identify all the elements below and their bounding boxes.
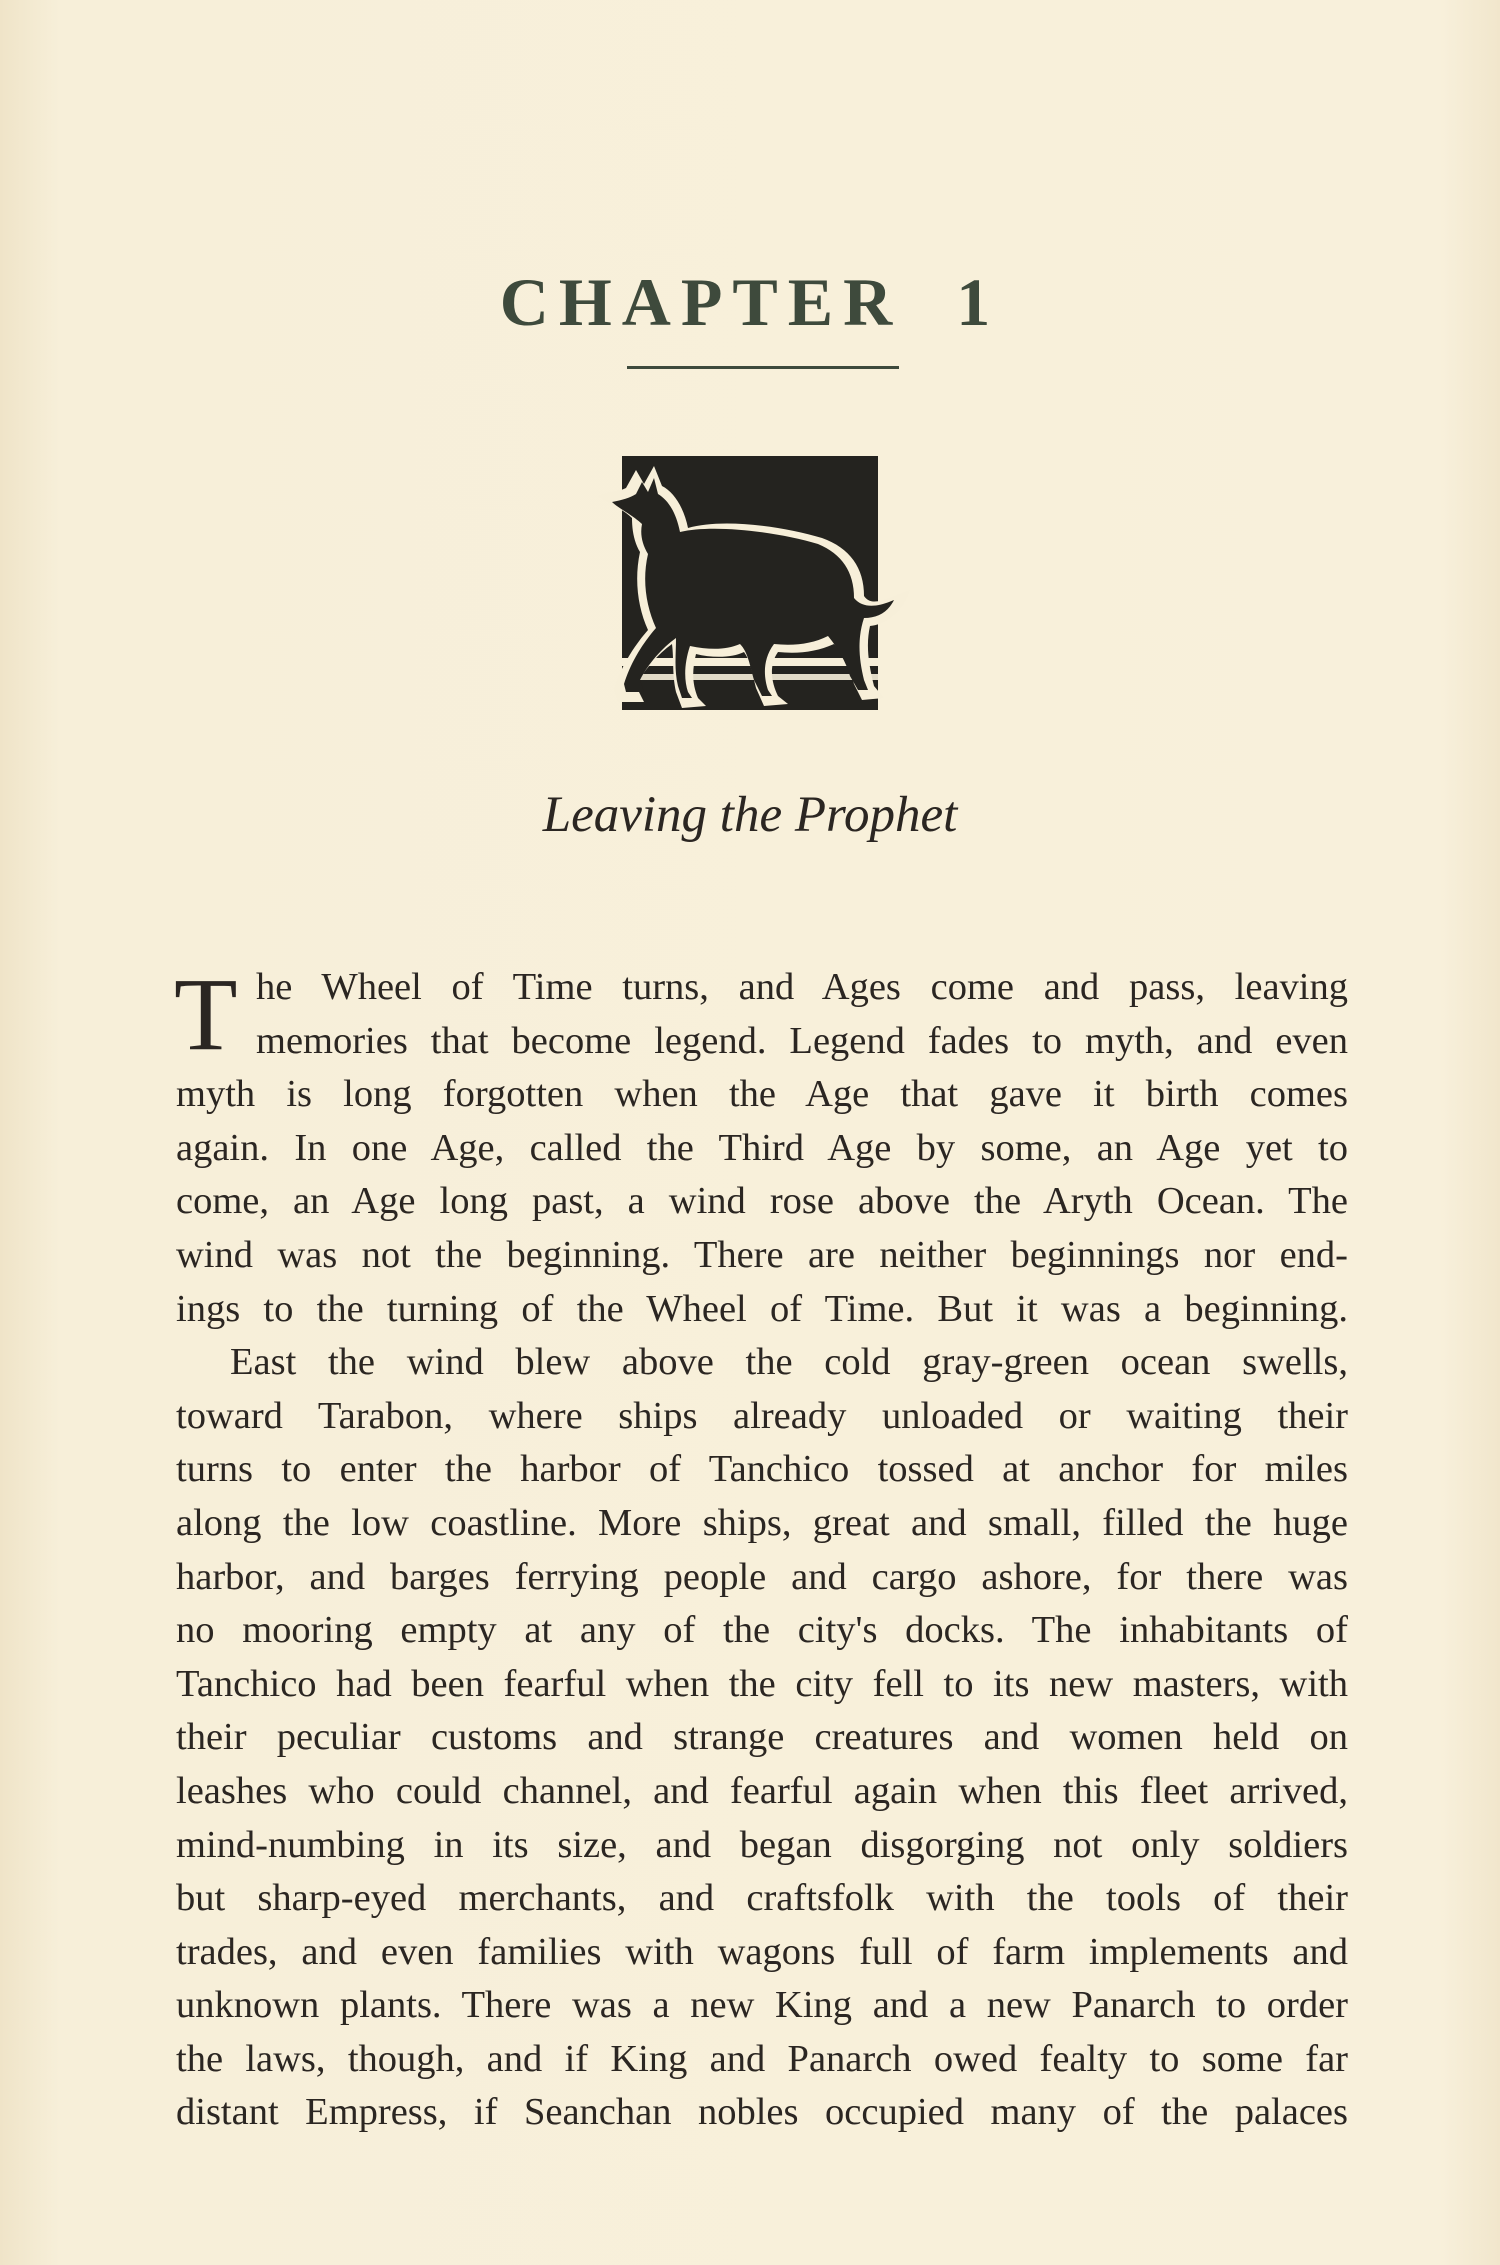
text-line: mind-numbing in its size, and began disgorging not only soldiers xyxy=(176,1823,1348,1866)
text-line: trades, and even families with wagons full of farm implements and xyxy=(176,1930,1348,1973)
chapter-label: CHAPTER xyxy=(499,264,903,340)
text-line: East the wind blew above the cold gray-green ocean swells, xyxy=(230,1341,1348,1384)
chapter-underline xyxy=(627,366,899,369)
text-line: distant Empress, if Seanchan nobles occupied many of the palaces xyxy=(176,2091,1348,2134)
text-line: myth is long forgotten when the Age that gave it birth comes xyxy=(176,1073,1348,1116)
text-line: memories that become legend. Legend fades to myth, and even xyxy=(256,1019,1348,1062)
text-line: the laws, though, and if King and Panarch owed fealty to some far xyxy=(176,2037,1348,2080)
text-line: toward Tarabon, where ships already unloaded or waiting their xyxy=(176,1394,1348,1437)
wolf-emblem-icon xyxy=(592,448,922,730)
text-line: unknown plants. There was a new King and a new Panarch to order xyxy=(176,1984,1348,2027)
text-line: he Wheel of Time turns, and Ages come and pass, leaving xyxy=(256,966,1348,1008)
text-line: ings to the turning of the Wheel of Time. But it was a beginning. xyxy=(176,1287,1348,1330)
chapter-title: Leaving the Prophet xyxy=(542,787,958,843)
body-text xyxy=(174,957,1348,2140)
text-line: no mooring empty at any of the city's docks. The inhabitants of xyxy=(176,1609,1348,1652)
chapter-heading xyxy=(0,264,1500,340)
text-line: again. In one Age, called the Third Age by some, an Age yet to xyxy=(176,1126,1348,1169)
text-line: wind was not the beginning. There are neither beginnings nor end- xyxy=(176,1233,1348,1276)
chapter-number: 1 xyxy=(956,264,1001,340)
text-line: harbor, and barges ferrying people and cargo ashore, for there was xyxy=(176,1555,1348,1598)
text-line: along the low coastline. More ships, great and small, filled the huge xyxy=(176,1501,1348,1544)
drop-cap: T xyxy=(174,957,238,1072)
text-line: but sharp-eyed merchants, and craftsfolk with the tools of their xyxy=(176,1877,1348,1920)
text-line: Tanchico had been fearful when the city fell to its new masters, with xyxy=(176,1662,1348,1705)
text-line: leashes who could channel, and fearful again when this fleet arrived, xyxy=(176,1769,1348,1812)
text-line: turns to enter the harbor of Tanchico tossed at anchor for miles xyxy=(176,1448,1348,1491)
text-line: come, an Age long past, a wind rose above the Aryth Ocean. The xyxy=(176,1180,1348,1223)
text-line: their peculiar customs and strange creatures and women held on xyxy=(176,1716,1348,1759)
